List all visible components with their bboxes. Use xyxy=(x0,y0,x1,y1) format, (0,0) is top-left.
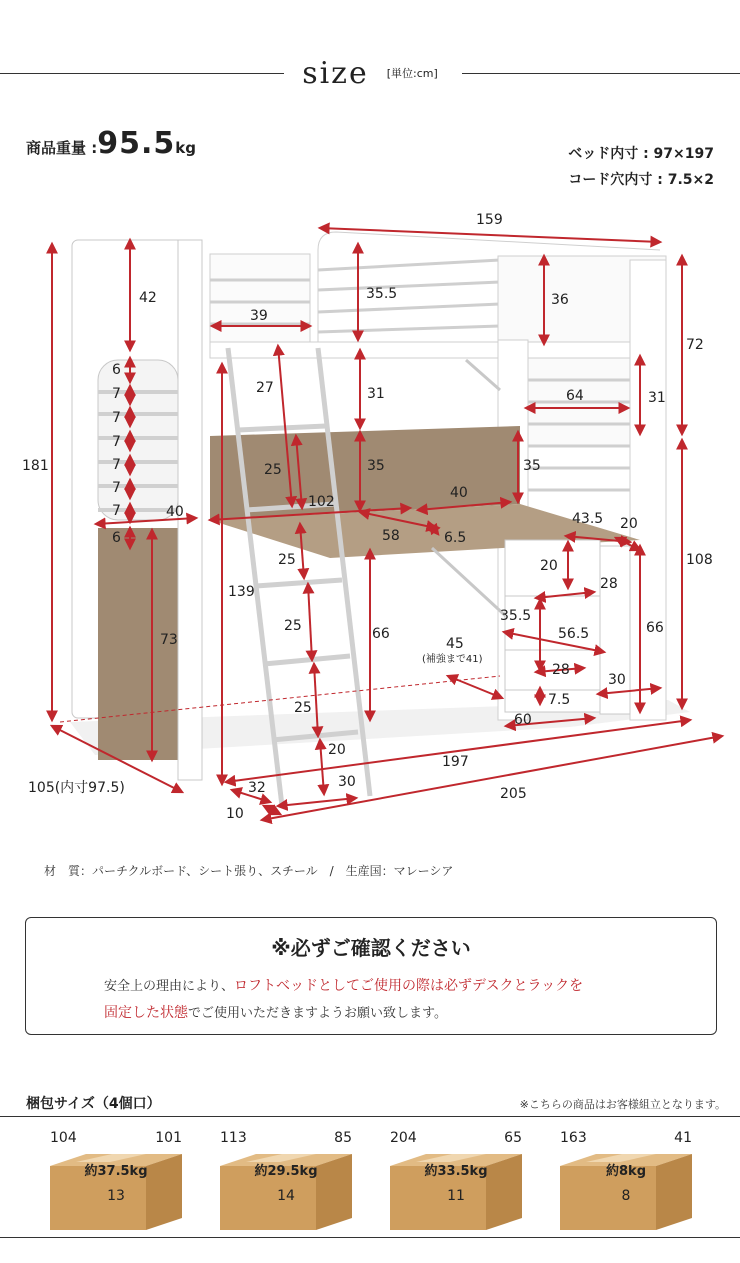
packing-rule-top xyxy=(0,1116,740,1117)
dim-20-ladder: 20 xyxy=(328,742,346,758)
dim-7-6: 7 xyxy=(112,503,121,519)
packing-title: 梱包サイズ（4個口） xyxy=(26,1096,161,1112)
dim-28-top: 28 xyxy=(600,576,618,592)
package-1-length: 104 xyxy=(50,1130,77,1146)
dim-7-3: 7 xyxy=(112,434,121,450)
notice-line1-red: ロフトベッドとしてご使用の際は必ずデスクとラックを xyxy=(234,978,584,994)
dim-25-4: 25 xyxy=(294,700,312,716)
package-3-depth: 65 xyxy=(504,1130,522,1146)
package-2-number: 14 xyxy=(277,1188,295,1204)
package-box-4 xyxy=(556,1130,696,1220)
package-1-number: 13 xyxy=(107,1188,125,1204)
dim-159: 159 xyxy=(476,212,503,228)
dim-197: 197 xyxy=(442,754,469,770)
dim-30-ladder: 30 xyxy=(338,774,356,790)
dim-66-center: 66 xyxy=(372,626,390,642)
dim-30-rack: 30 xyxy=(608,672,626,688)
material-text: 材 質：パーチクルボード、シート張り、スチール / 生産国：マレーシア xyxy=(44,864,454,878)
dim-31-right: 31 xyxy=(648,390,666,406)
dim-6-bottom: 6 xyxy=(112,530,121,546)
dim-181: 181 xyxy=(22,458,49,474)
package-2-length: 113 xyxy=(220,1130,247,1146)
dim-6-top: 6 xyxy=(112,362,121,378)
notice-line2-plain: でご使用いただきますようお願い致します。 xyxy=(188,1006,447,1021)
dim-36: 36 xyxy=(551,292,569,308)
dim-105: 105(内寸97.5) xyxy=(28,780,125,796)
dim-60: 60 xyxy=(514,712,532,728)
package-box-1 xyxy=(46,1130,186,1220)
package-2-weight: 約29.5kg xyxy=(254,1164,318,1179)
dim-139: 139 xyxy=(228,584,255,600)
dim-35-desk: 35 xyxy=(367,458,385,474)
package-4-depth: 41 xyxy=(674,1130,692,1146)
weight-label: 商品重量 : xyxy=(26,139,98,157)
dim-72: 72 xyxy=(686,337,704,353)
dim-35-5: 35.5 xyxy=(366,286,398,302)
package-4-length: 163 xyxy=(560,1130,587,1146)
dim-20-top: 20 xyxy=(620,516,638,532)
package-3-length: 204 xyxy=(390,1130,417,1146)
dim-108: 108 xyxy=(686,552,713,568)
dim-58: 58 xyxy=(382,528,400,544)
dim-42: 42 xyxy=(139,290,157,306)
dim-35-right: 35 xyxy=(523,458,541,474)
weight-value: 95.5 xyxy=(97,126,176,161)
dim-45-note: (補強まで41) xyxy=(422,654,483,665)
bed-inner-size: ベッド内寸 : 97×197 xyxy=(568,146,714,162)
dim-56-5: 56.5 xyxy=(558,626,590,642)
notice-heading: ※必ずご確認ください xyxy=(271,936,471,960)
dim-102: 102 xyxy=(308,494,335,510)
dim-43-5: 43.5 xyxy=(572,511,604,527)
dim-20-rack: 20 xyxy=(540,558,558,574)
package-4-number: 8 xyxy=(621,1188,631,1204)
weight-unit: kg xyxy=(175,139,196,157)
dim-64: 64 xyxy=(566,388,584,404)
cord-hole-size: コード穴内寸 : 7.5×2 xyxy=(568,172,714,188)
dim-10: 10 xyxy=(226,806,244,822)
dim-27: 27 xyxy=(256,380,274,396)
dim-7-5: 7 xyxy=(112,480,121,496)
dim-25-2: 25 xyxy=(278,552,296,568)
dim-6-5: 6.5 xyxy=(444,530,467,546)
packing-note: ※こちらの商品はお客様組立となります。 xyxy=(519,1098,726,1111)
dim-45: 45 xyxy=(446,636,464,652)
package-1-depth: 101 xyxy=(155,1130,182,1146)
unit-label: [単位:cm] xyxy=(386,67,438,80)
dim-28-bottom: 28 xyxy=(552,662,570,678)
dim-40-left: 40 xyxy=(166,504,184,520)
dim-7-5: 7.5 xyxy=(548,692,571,708)
dim-66-right: 66 xyxy=(646,620,664,636)
dim-35-5-rack: 35.5 xyxy=(500,608,532,624)
package-box-2 xyxy=(216,1130,356,1220)
dim-205: 205 xyxy=(500,786,527,802)
package-3-weight: 約33.5kg xyxy=(424,1164,488,1179)
notice-line1-plain: 安全上の理由により、 xyxy=(104,979,235,994)
dim-25-1: 25 xyxy=(264,462,282,478)
title-word: size xyxy=(302,56,369,91)
dim-73: 73 xyxy=(160,632,178,648)
dim-40-desk: 40 xyxy=(450,485,468,501)
package-box-3 xyxy=(386,1130,526,1220)
notice-box xyxy=(25,917,717,1035)
top-guardrail xyxy=(210,232,666,446)
dim-31-center: 31 xyxy=(367,386,385,402)
package-1-weight: 約37.5kg xyxy=(84,1164,148,1179)
notice-body xyxy=(104,973,664,1027)
package-3-number: 11 xyxy=(447,1188,465,1204)
packing-rule-bottom xyxy=(0,1237,740,1238)
dim-7-4: 7 xyxy=(112,457,121,473)
dim-25-3: 25 xyxy=(284,618,302,634)
dim-39: 39 xyxy=(250,308,268,324)
package-4-weight: 約8kg xyxy=(606,1164,646,1179)
dim-7-2: 7 xyxy=(112,410,121,426)
dim-7-1: 7 xyxy=(112,386,121,402)
dim-32: 32 xyxy=(248,780,266,796)
notice-line2-red: 固定した状態 xyxy=(104,1005,188,1021)
package-2-depth: 85 xyxy=(334,1130,352,1146)
